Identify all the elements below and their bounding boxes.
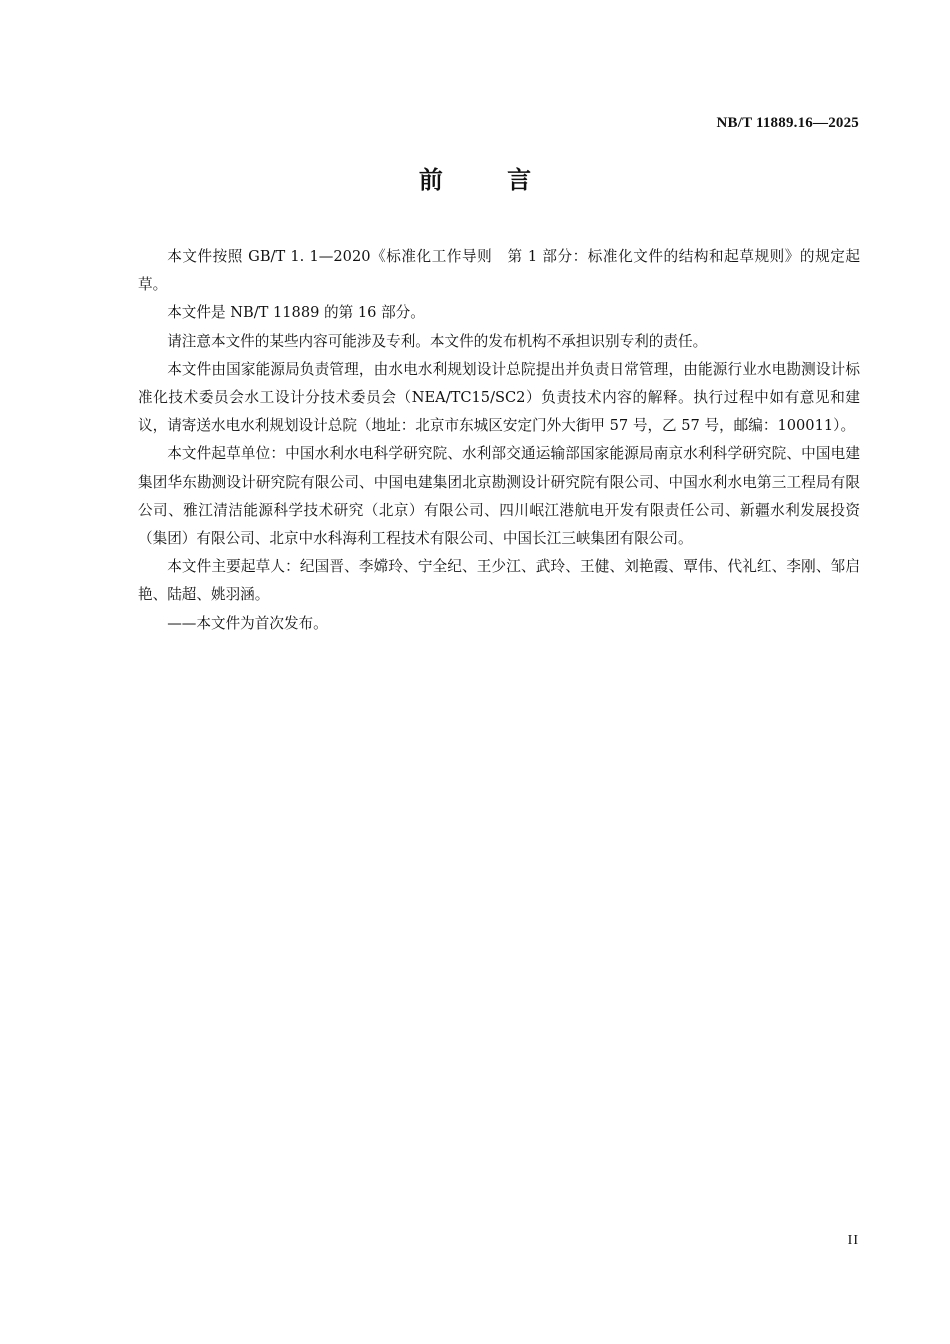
foreword-body (138, 243, 860, 638)
page-title: 前 言 (418, 166, 560, 194)
paragraph-drafters: 本文件主要起草人：纪国晋、李嫦玲、宁全纪、王少江、武玲、王健、刘艳霞、覃伟、代礼红、李刚、邹启艳、陆超、姚羽涵。 (138, 558, 860, 604)
document-code: NB/T 11889.16—2025 (716, 115, 859, 131)
page-number: II (847, 1233, 859, 1248)
paragraph-drafting-units: 本文件起草单位：中国水利水电科学研究院、水利部交通运输部国家能源局南京水利科学研究院、中国电建集团华东勘测设计研究院有限公司、中国电建集团北京勘测设计研究院有限公司、中国水利水电第三工程局有限公司、雅江清洁能源科学技术研究（北京）有限公司、四川岷江港航电开发有限责任公司、新疆水利发展投资（集团）有限公司、北京中水科海利工程技术有限公司、中国长江三峡集团有限公司。 (138, 445, 860, 548)
paragraph-management: 本文件由国家能源局负责管理，由水电水利规划设计总院提出并负责日常管理，由能源行业水电勘测设计标准化技术委员会水工设计分技术委员会（NEA/TC15/SC2）负责技术内容的解释。执行过程中如有意见和建议，请寄送水电水利规划设计总院（地址：北京市东城区安定门外大街甲 57 号，乙 57 号，邮编：100011）。 (138, 360, 860, 435)
paragraph-drafting-rules: 本文件按照 GB/T 1. 1—2020《标准化工作导则 第 1 部分：标准化文件的结构和起草规则》的规定起草。 (138, 248, 860, 294)
paragraph-part-number: 本文件是 NB/T 11889 的第 16 部分。 (167, 304, 425, 322)
paragraph-patent-notice: 请注意本文件的某些内容可能涉及专利。本文件的发布机构不承担识别专利的责任。 (167, 332, 708, 350)
paragraph-first-release: ——本文件为首次发布。 (167, 614, 328, 632)
